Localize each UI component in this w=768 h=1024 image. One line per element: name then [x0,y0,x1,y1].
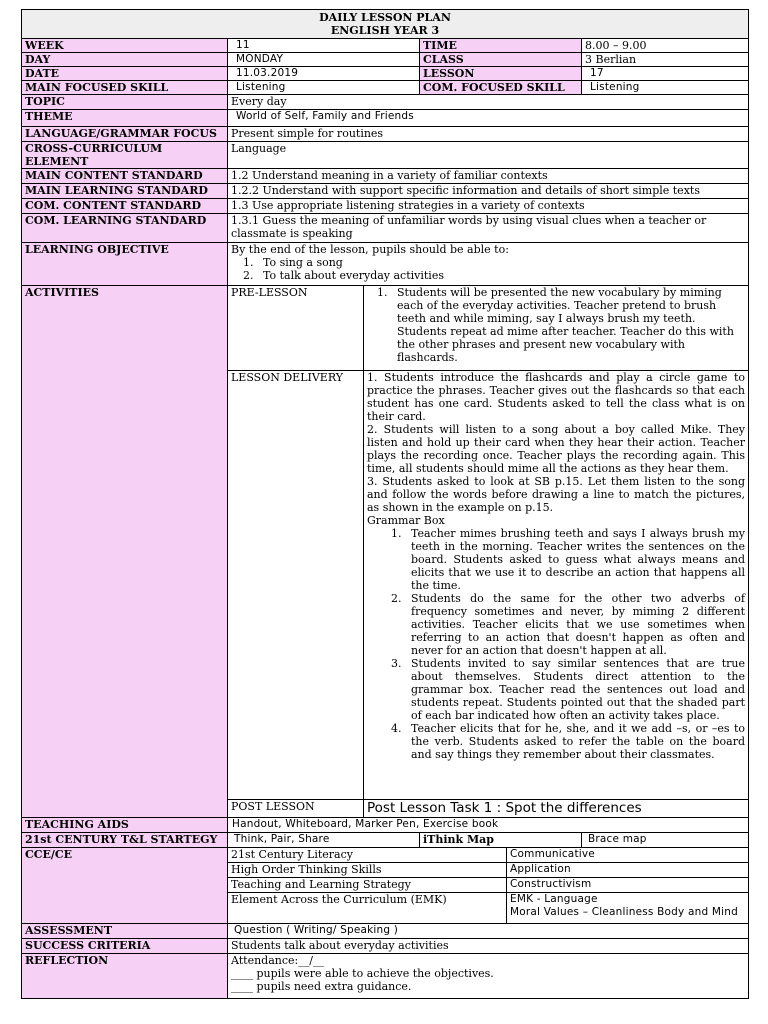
success-criteria-label: SUCCESS CRITERIA [22,939,228,954]
class-label: CLASS [420,53,582,67]
grammar-focus-value: Present simple for routines [228,127,749,142]
grammar-item: 2. Students do the same for the other two adverbs of frequency sometimes and never, by miming 2 different activities. Teacher elicits that we use sometimes when referring to an action that doesn't happen as often and never for an action that doesn't happen at all. [405,592,745,657]
reflection-label: REFLECTION [22,954,228,999]
topic-value: Every day [228,95,749,110]
com-learning-standard-value: 1.3.1 Guess the meaning of unfamiliar words by using visual clues when a teacher or classmate is speaking [228,214,749,243]
week-label: WEEK [22,39,228,53]
cce-key: Teaching and Learning Strategy [228,878,507,893]
main-learning-standard-value: 1.2.2 Understand with support specific information and details of short simple texts [228,184,749,199]
delivery-paragraph: 2. Students will listen to a song about a boy called Mike. They listen and hold up their card when they hear their action. Teacher plays the recording once. Teacher plays the recording again. This time, all students should mime all the actions as they hear them. [367,423,746,475]
main-content-standard-label: MAIN CONTENT STANDARD [22,169,228,184]
cce-key: High Order Thinking Skills [228,863,507,878]
com-learning-standard-label: COM. LEARNING STANDARD [22,214,228,243]
lesson-delivery-label: LESSON DELIVERY [228,371,364,800]
cce-value: Communicative [507,848,749,863]
main-learning-standard-label: MAIN LEARNING STANDARD [22,184,228,199]
date-value: 11.03.2019 [228,67,420,81]
delivery-paragraph: 3. Students asked to look at SB p.15. Let them listen to the song and follow the words before drawing a line to match the pictures, as shown in the example on p.15. [367,475,746,514]
objective-item: 1. To sing a song [257,256,745,269]
date-label: DATE [22,67,228,81]
learning-objective-label: LEARNING OBJECTIVE [22,243,228,286]
com-content-standard-value: 1.3 Use appropriate listening strategies in a variety of contexts [228,199,749,214]
reflection-line: ____ pupils were able to achieve the objectives. [231,967,494,980]
pre-lesson-body [364,286,749,371]
strategy-label: 21st CENTURY T&L STARTEGY [22,833,228,848]
week-value: 11 [228,39,420,53]
lesson-delivery-body [364,371,749,800]
day-label: DAY [22,53,228,67]
com-skill-label: COM. FOCUSED SKILL [420,81,582,95]
grammar-item: 1. Teacher mimes brushing teeth and says I always brush my teeth in the morning. Teacher writes the sentences on the board. Students asked to guess what always means and elicits that we use it to describe an action that happens all the time. [405,527,745,592]
time-label: TIME [420,39,582,53]
cross-curriculum-label: CROSS-CURRICULUM ELEMENT [22,142,228,169]
com-content-standard-label: COM. CONTENT STANDARD [22,199,228,214]
cce-label: CCE/CE [22,848,228,924]
reflection-line: Attendance:__/__ [231,954,324,967]
cce-value-group [507,893,749,924]
objective-list [231,256,745,282]
teaching-aids-label: TEACHING AIDS [22,818,228,833]
assessment-label: ASSESSMENT [22,924,228,939]
header-subtitle: ENGLISH YEAR 3 [330,24,440,37]
moral-values-value: Moral Values – Cleanliness Body and Mind [510,906,738,918]
cross-curriculum-value: Language [228,142,749,169]
post-lesson-label: POST LESSON [228,800,364,818]
cce-key: Element Across the Curriculum (EMK) [228,893,507,924]
post-lesson-value: Post Lesson Task 1 : Spot the differences [364,800,749,818]
emk-value: EMK - Language [510,893,598,905]
main-skill-label: MAIN FOCUSED SKILL [22,81,228,95]
cce-key: 21st Century Literacy [228,848,507,863]
delivery-paragraph: 1. Students introduce the flashcards and play a circle game to practice the phrases. Teacher gives out the flashcards so that each student has one card. Students asked to tell the class what is on their card. [367,371,746,423]
pre-lesson-label: PRE-LESSON [228,286,364,371]
objective-intro: By the end of the lesson, pupils should be able to: [231,243,509,256]
lesson-plan-table [21,9,749,999]
ithink-label: iThink Map [420,833,582,848]
grammar-box-heading: Grammar Box [367,514,445,527]
assessment-value: Question ( Writing/ Speaking ) [228,924,749,939]
theme-value: World of Self, Family and Friends [228,110,749,127]
grammar-item: 3. Students invited to say similar sentences that are true about themselves. Students direct attention to the grammar box. Teacher read the sentences out load and students repeat. Students pointed out that the shaded part of each bar indicated how often an activity takes place. [405,657,745,722]
day-value: MONDAY [228,53,420,67]
class-value: 3 Berlian [582,53,749,67]
ithink-value: Brace map [582,833,749,848]
pre-lesson-list [367,286,745,364]
objective-item: 2. To talk about everyday activities [257,269,745,282]
com-skill-value: Listening [582,81,749,95]
lesson-plan-document [21,9,748,999]
reflection-body [228,954,749,999]
lesson-value: 17 [582,67,749,81]
success-criteria-value: Students talk about everyday activities [228,939,749,954]
lesson-label: LESSON [420,67,582,81]
grammar-focus-label: LANGUAGE/GRAMMAR FOCUS [22,127,228,142]
theme-label: THEME [22,110,228,127]
cce-value: Constructivism [507,878,749,893]
grammar-box-list [367,527,745,761]
main-content-standard-value: 1.2 Understand meaning in a variety of familiar contexts [228,169,749,184]
activities-label: ACTIVITIES [22,286,228,818]
learning-objective-body [228,243,749,286]
cce-value: Application [507,863,749,878]
document-header [22,10,749,39]
grammar-item: 4. Teacher elicits that for he, she, and it we add –s, or –es to the verb. Students asked to refer the table on the board and say things they remember about their classmates. [405,722,745,761]
time-value: 8.00 – 9.00 [582,39,749,53]
reflection-line: ____ pupils need extra guidance. [231,980,412,993]
header-title: DAILY LESSON PLAN [319,11,451,24]
teaching-aids-value: Handout, Whiteboard, Marker Pen, Exercise book [228,818,749,833]
topic-label: TOPIC [22,95,228,110]
pre-lesson-item: 1. Students will be presented the new vocabulary by miming each of the everyday activities. Teacher pretend to brush teeth and while miming, say I always brush my teeth. Students repeat ad mime after teacher. Teacher do this with the other phrases and present new vocabulary with flashcards. [391,286,745,364]
main-skill-value: Listening [228,81,420,95]
strategy-value: Think, Pair, Share [228,833,420,848]
